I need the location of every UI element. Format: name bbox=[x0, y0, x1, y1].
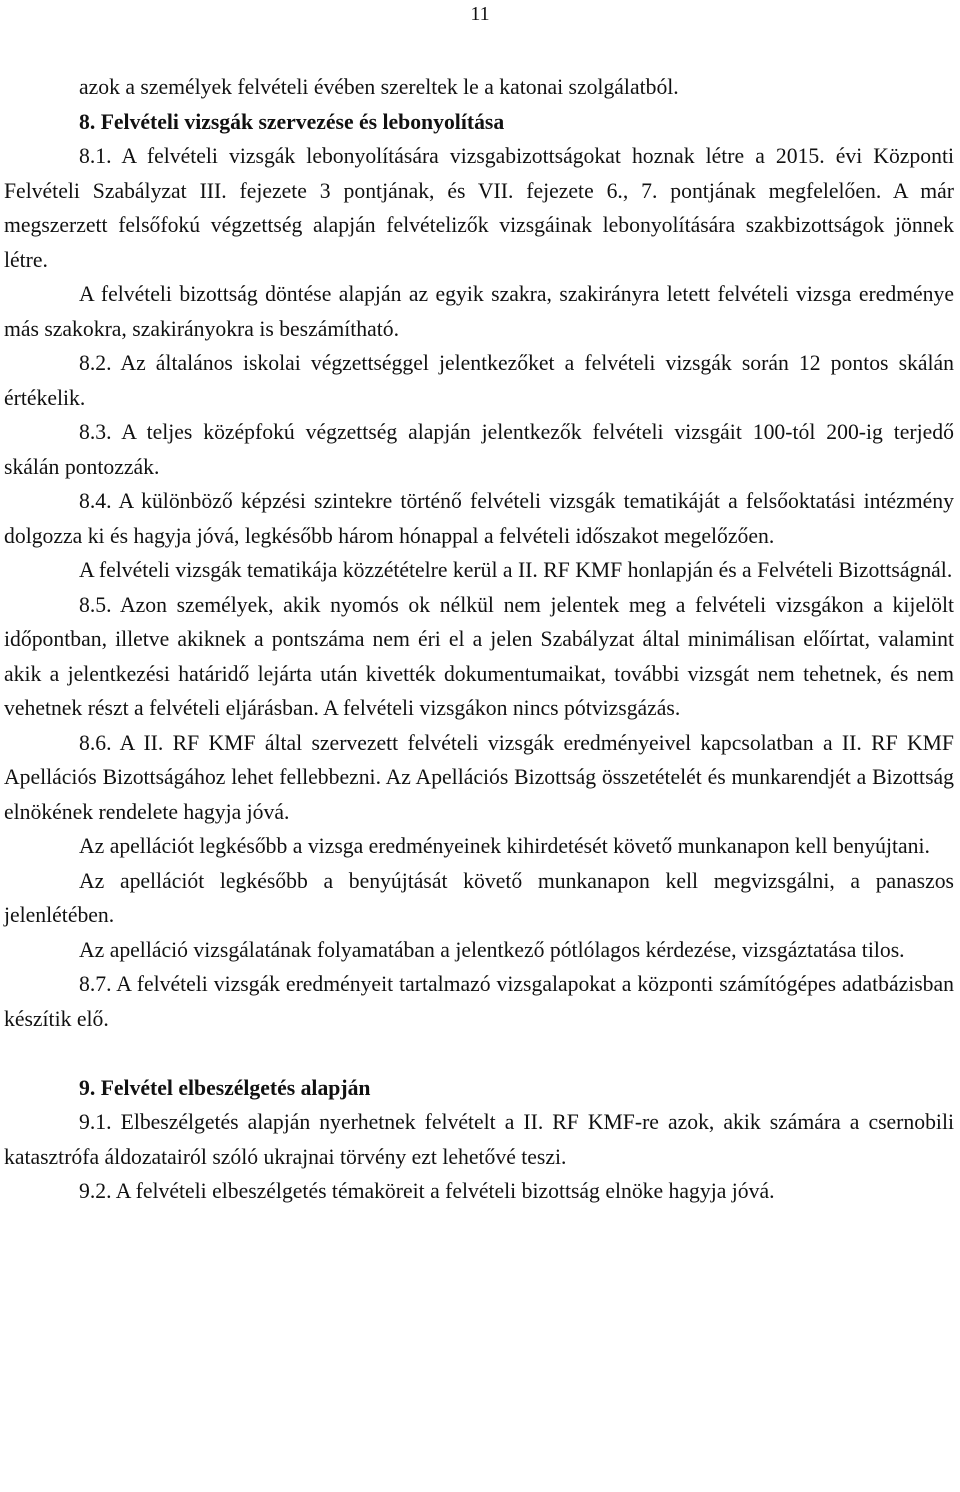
paragraph-8-6-c: Az apellációt legkésőbb a benyújtását követő munkanapon kell megvizsgálni, a panaszos jelenlétében. bbox=[4, 868, 954, 927]
paragraph-8-6: 8.6. A II. RF KMF által szervezett felvételi vizsgák eredményeivel kapcsolatban a II. RF KMF Apellációs Bizottságához lehet fellebbezni. Az Apellációs Bizottság összetételét és munkarendjét a Bizottság elnökének rendelete hagyja jóvá. bbox=[4, 730, 954, 824]
paragraph-8-3: 8.3. A teljes középfokú végzettség alapján jelentkezők felvételi vizsgáit 100-tól 200-ig terjedő skálán pontozzák. bbox=[4, 420, 954, 479]
section-heading-9: 9. Felvétel elbeszélgetés alapján bbox=[79, 1075, 371, 1100]
paragraph-8-1-b: A felvételi bizottság döntése alapján az egyik szakra, szakirányra letett felvételi vizsga eredménye más szakokra, szakirányokra is beszámítható. bbox=[4, 282, 954, 341]
paragraph-8-5: 8.5. Azon személyek, akik nyomós ok nélkül nem jelentek meg a felvételi vizsgákon a kijelölt időpontban, illetve akiknek a pontszáma nem éri el a jelen Szabályzat által minimálisan előírtat, valamint akik a jelentkezési határidő lejárta után kivették dokumentumaikat, további vizsgát nem tehetnek, és nem vehetnek részt a felvételi eljárásban. A felvételi vizsgákon nincs pótvizsgázás. bbox=[4, 592, 954, 720]
paragraph-9-2: 9.2. A felvételi elbeszélgetés témaköreit a felvételi bizottság elnöke hagyja jóvá. bbox=[79, 1179, 775, 1203]
paragraph-8-1: 8.1. A felvételi vizsgák lebonyolítására vizsgabizottságokat hoznak létre a 2015. évi Központi Felvételi Szabályzat III. fejezete 3 pontjának, és VII. fejezete 6., 7. pontjának megfelelően. A már megszerzett felsőfokú végzettség alapján felvételizők vizsgáinak lebonyolítására szakbizottságok jönnek létre. bbox=[4, 144, 954, 272]
paragraph-continuation: azok a személyek felvételi évében szereltek le a katonai szolgálatból. bbox=[79, 75, 679, 99]
paragraph-8-2: 8.2. Az általános iskolai végzettséggel jelentkezőket a felvételi vizsgák során 12 pontos skálán értékelik. bbox=[4, 351, 954, 410]
section-heading-8: 8. Felvételi vizsgák szervezése és lebonyolítása bbox=[79, 109, 505, 134]
paragraph-8-7: 8.7. A felvételi vizsgák eredményeit tartalmazó vizsgalapokat a központi számítógépes adatbázisban készítik elő. bbox=[4, 972, 954, 1031]
document-body bbox=[4, 70, 954, 1209]
paragraph-8-6-d: Az apelláció vizsgálatának folyamatában a jelentkező pótlólagos kérdezése, vizsgáztatása tilos. bbox=[79, 937, 905, 962]
blank-line bbox=[4, 1036, 954, 1071]
paragraph-8-4-b: A felvételi vizsgák tematikája közzétételre kerül a II. RF KMF honlapján és a Felvételi Bizottságnál. bbox=[79, 558, 953, 582]
paragraph-8-4: 8.4. A különböző képzési szintekre történő felvételi vizsgák tematikáját a felsőoktatási intézmény dolgozza ki és hagyja jóvá, legkésőbb három hónappal a felvételi időszakot megelőzően. bbox=[4, 489, 954, 548]
page-number: 11 bbox=[470, 3, 490, 25]
paragraph-9-1: 9.1. Elbeszélgetés alapján nyerhetnek felvételt a II. RF KMF-re azok, akik számára a csernobili katasztrófa áldozatairól szóló ukrajnai törvény ezt lehetővé teszi. bbox=[4, 1110, 954, 1169]
paragraph-8-6-b: Az apellációt legkésőbb a vizsga eredményeinek kihirdetését követő munkanapon kell benyújtani. bbox=[79, 834, 930, 858]
